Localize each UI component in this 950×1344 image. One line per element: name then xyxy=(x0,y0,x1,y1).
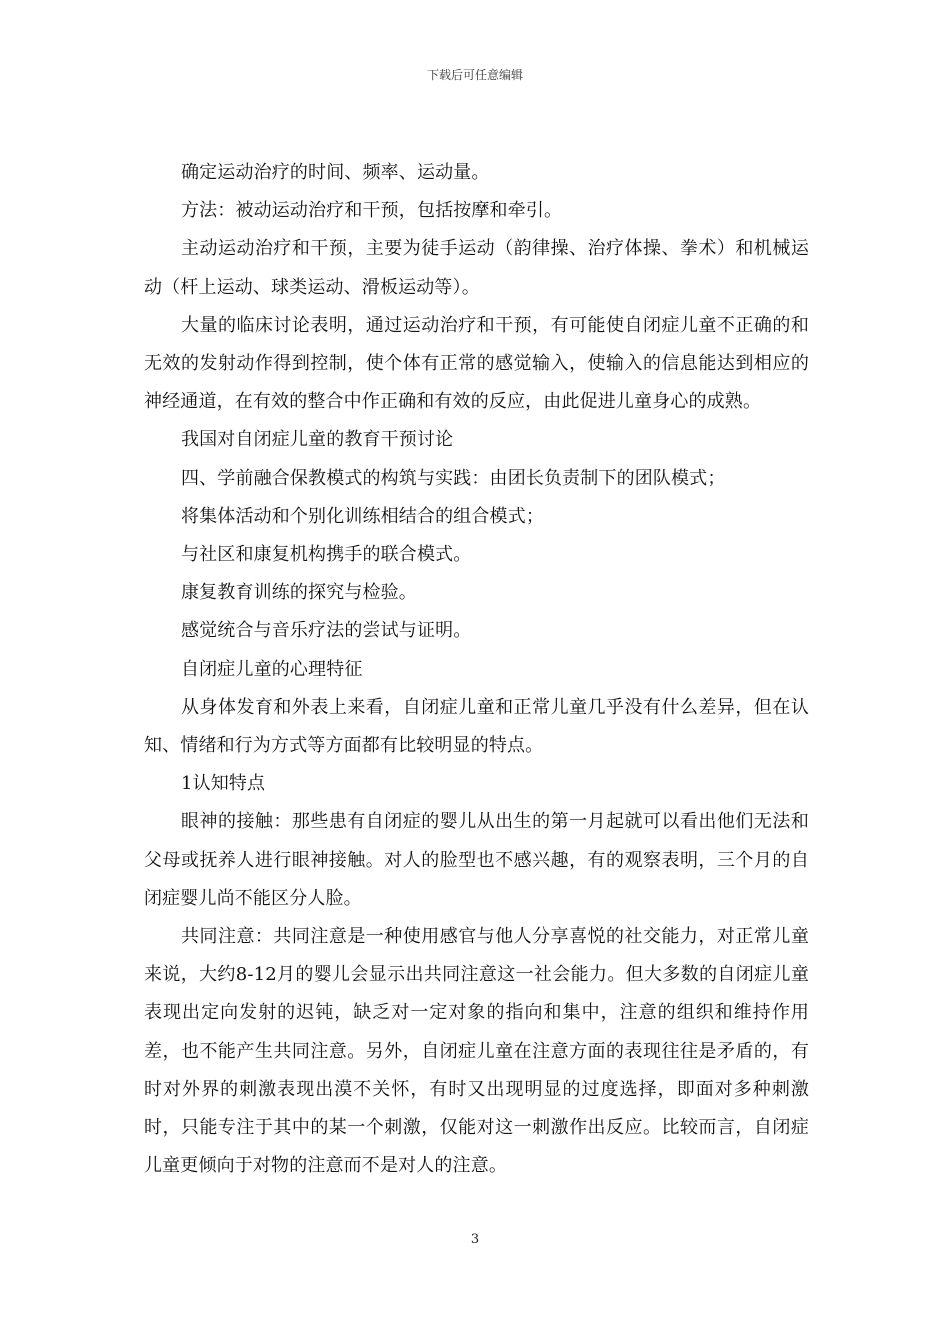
document-body xyxy=(144,154,809,1185)
page-header: 下载后可任意编辑 xyxy=(426,68,523,82)
section-heading: 我国对自闭症儿童的教育干预讨论 xyxy=(181,429,454,451)
paragraph: 共同注意：共同注意是一种使用感官与他人分享喜悦的社交能力，对正常儿童来说，大约8-12月的婴儿会显示出共同注意这一社会能力。但大多数的自闭症儿童表现出定向发射的迟钝，缺乏对一定对象的指向和集中，注意的组织和维持作用差，也不能产生共同注意。另外，自闭症儿童在注意方面的表现往往是矛盾的，有时对外界的刺激表现出漠不关怀，有时又出现明显的过度选择，即面对多种刺激时，只能专注于其中的某一个刺激，仅能对这一刺激作出反应。比较而言，自闭症儿童更倾向于对物的注意而不是对人的注意。 xyxy=(144,926,809,1177)
paragraph: 与社区和康复机构携手的联合模式。 xyxy=(181,544,472,566)
section-heading: 自闭症儿童的心理特征 xyxy=(181,658,363,680)
paragraph: 确定运动治疗的时间、频率、运动量。 xyxy=(181,162,490,183)
paragraph: 将集体活动和个别化训练相结合的组合模式； xyxy=(181,505,544,527)
paragraph: 感觉统合与音乐疗法的尝试与证明。 xyxy=(181,620,472,642)
paragraph: 主动运动治疗和干预，主要为徒手运动（韵律操、治疗体操、拳术）和机械运动（杆上运动、球类运动、滑板运动等）。 xyxy=(144,238,809,298)
paragraph: 康复教育训练的探究与检验。 xyxy=(181,582,417,604)
paragraph: 四、学前融合保教模式的构筑与实践：由团长负责制下的团队模式； xyxy=(181,467,726,489)
page-number: 3 xyxy=(470,1232,480,1247)
subsection-heading: 1认知特点 xyxy=(181,773,266,795)
paragraph: 方法：被动运动治疗和干预，包括按摩和牵引。 xyxy=(181,200,563,222)
paragraph: 从身体发育和外表上来看，自闭症儿童和正常儿童几乎没有什么差异，但在认知、情绪和行为方式等方面都有比较明显的特点。 xyxy=(144,696,809,757)
paragraph: 大量的临床讨论表明，通过运动治疗和干预，有可能使自闭症儿童不正确的和无效的发射动作得到控制，使个体有正常的感觉输入，使输入的信息能达到相应的神经通道，在有效的整合中作正确和有效的反应，由此促进儿童身心的成熟。 xyxy=(144,314,809,413)
paragraph: 眼神的接触：那些患有自闭症的婴儿从出生的第一月起就可以看出他们无法和父母或抚养人进行眼神接触。对人的脸型也不感兴趣，有的观察表明，三个月的自闭症婴儿尚不能区分人脸。 xyxy=(144,811,809,909)
